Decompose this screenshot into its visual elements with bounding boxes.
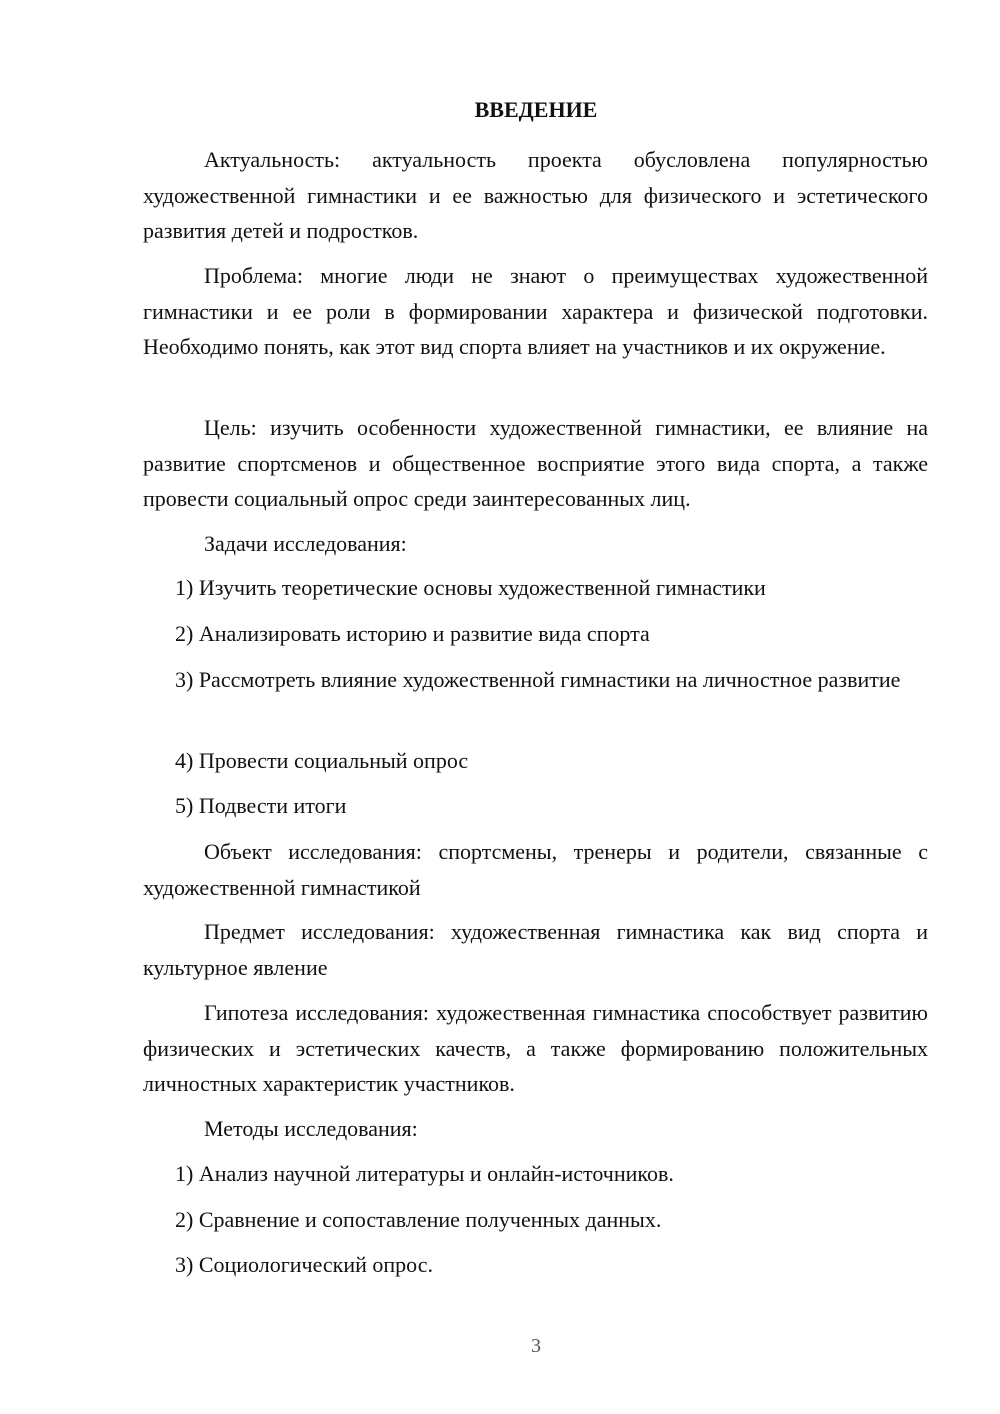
goal-paragraph: Цель: изучить особенности художественной гимнастики, ее влияние на развитие спортсменов и общественное восприятие этого вида спорта, а также провести социальный опрос среди заинтересованных лиц. — [143, 415, 928, 511]
method-item: 1) Анализ научной литературы и онлайн-источников. — [175, 1161, 674, 1186]
relevance-paragraph: Актуальность: актуальность проекта обусловлена популярностью художественной гимнастики и ее важностью для физического и эстетического развития детей и подростков. — [143, 147, 928, 243]
task-item: 1) Изучить теоретические основы художественной гимнастики — [175, 575, 766, 600]
task-item: 4) Провести социальный опрос — [175, 748, 469, 773]
task-item: 3) Рассмотреть влияние художественной гимнастики на личностное развитие — [175, 667, 901, 692]
task-item: 5) Подвести итоги — [175, 793, 347, 818]
hypothesis-paragraph: Гипотеза исследования: художественная гимнастика способствует развитию физических и эстетических качеств, а также формированию положительных личностных характеристик участников. — [143, 1000, 928, 1096]
methods-heading: Методы исследования: — [204, 1116, 418, 1141]
page-number: 3 — [531, 1335, 541, 1357]
subject-paragraph: Предмет исследования: художественная гимнастика как вид спорта и культурное явление — [143, 919, 928, 980]
method-item: 2) Сравнение и сопоставление полученных данных. — [175, 1207, 662, 1232]
page-title: ВВЕДЕНИЕ — [474, 97, 598, 122]
tasks-heading: Задачи исследования: — [204, 531, 407, 556]
method-item: 3) Социологический опрос. — [175, 1252, 433, 1277]
task-item: 2) Анализировать историю и развитие вида спорта — [175, 621, 650, 646]
problem-paragraph: Проблема: многие люди не знают о преимуществах художественной гимнастики и ее роли в формировании характера и физической подготовки. Необходимо понять, как этот вид спорта влияет на участников и их окружение. — [143, 263, 928, 359]
object-paragraph: Объект исследования: спортсмены, тренеры и родители, связанные с художественной гимнастикой — [143, 839, 928, 900]
